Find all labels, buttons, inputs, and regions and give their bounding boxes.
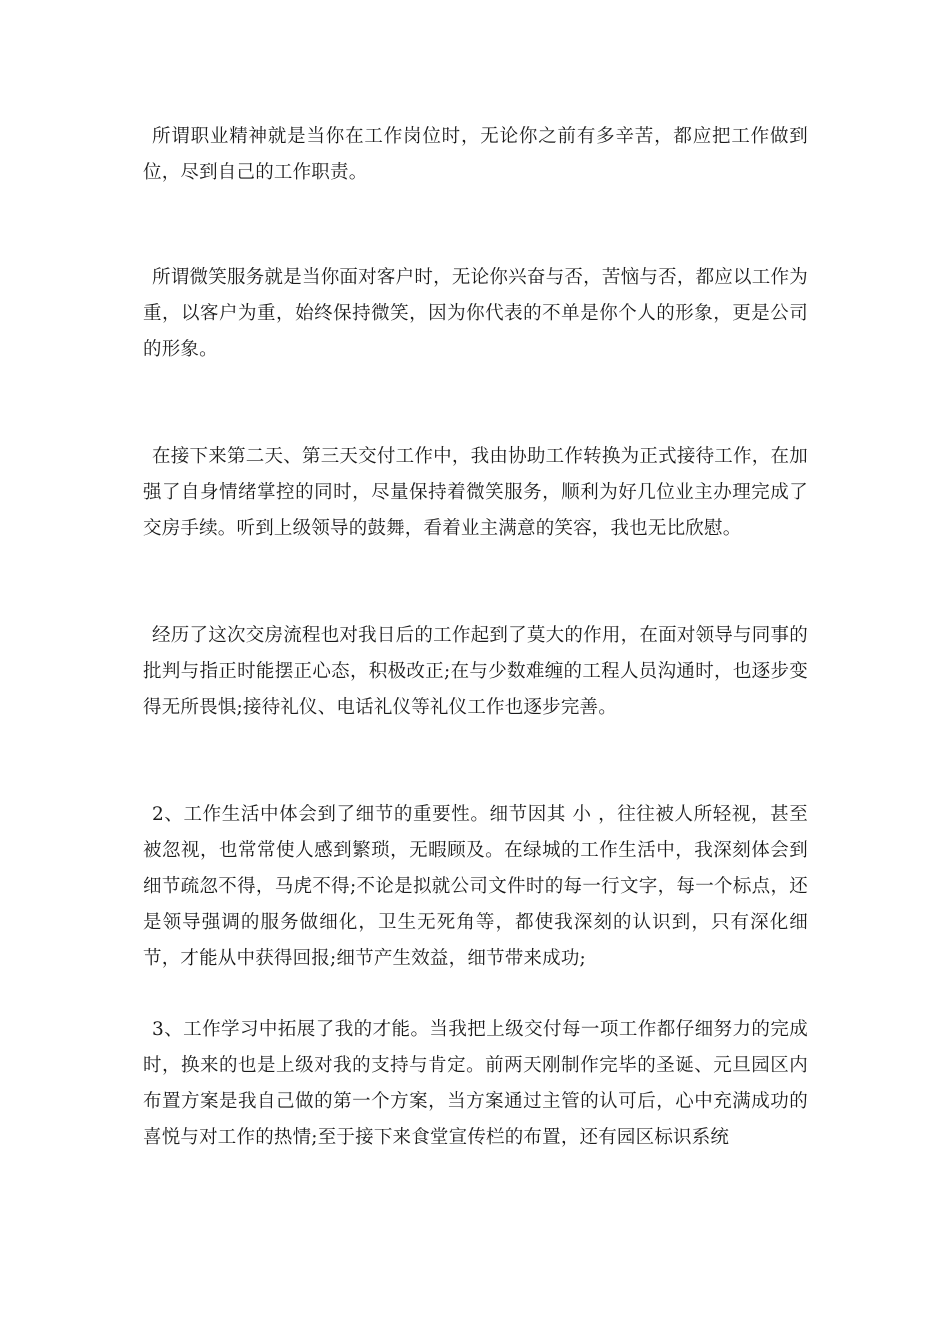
paragraph-handover-experience: 经历了这次交房流程也对我日后的工作起到了莫大的作用，在面对领导与同事的批判与指正时能摆正心态，积极改正;在与少数难缠的工程人员沟通时，也逐步变得无所畏惧;接待礼仪、电话礼仪等礼仪工作也逐步完善。 — [143, 625, 808, 718]
paragraph-professional-spirit: 所谓职业精神就是当你在工作岗位时，无论你之前有多辛苦，都应把工作做到位，尽到自己的工作职责。 — [143, 126, 808, 183]
paragraph-importance-of-details: 2、工作生活中体会到了细节的重要性。细节因其 小 ，往往被人所轻视，甚至被忽视，也常常使人感到繁琐，无暇顾及。在绿城的工作生活中，我深刻体会到细节疏忽不得，马虎不得;不论是拟就公司文件时的每一行文字，每一个标点，还是领导强调的服务做细化，卫生无死角等，都使我深刻的认识到，只有深化细节，才能从中获得回报;细节产生效益，细节带来成功; — [143, 804, 808, 969]
paragraph-handover-work: 在接下来第二天、第三天交付工作中，我由协助工作转换为正式接待工作，在加强了自身情绪掌控的同时，尽量保持着微笑服务，顺利为好几位业主办理完成了交房手续。听到上级领导的鼓舞，看着业主满意的笑容，我也无比欣慰。 — [143, 446, 808, 539]
paragraph-smile-service: 所谓微笑服务就是当你面对客户时，无论你兴奋与否，苦恼与否，都应以工作为重，以客户为重，始终保持微笑，因为你代表的不单是你个人的形象，更是公司的形象。 — [143, 267, 808, 360]
paragraph-expanded-abilities: 3、工作学习中拓展了我的才能。当我把上级交付每一项工作都仔细努力的完成时，换来的也是上级对我的支持与肯定。前两天刚制作完毕的圣诞、元旦园区内布置方案是我自己做的第一个方案，当方案通过主管的认可后，心中充满成功的喜悦与对工作的热情;至于接下来食堂宣传栏的布置，还有园区标识系统 — [143, 1019, 808, 1148]
